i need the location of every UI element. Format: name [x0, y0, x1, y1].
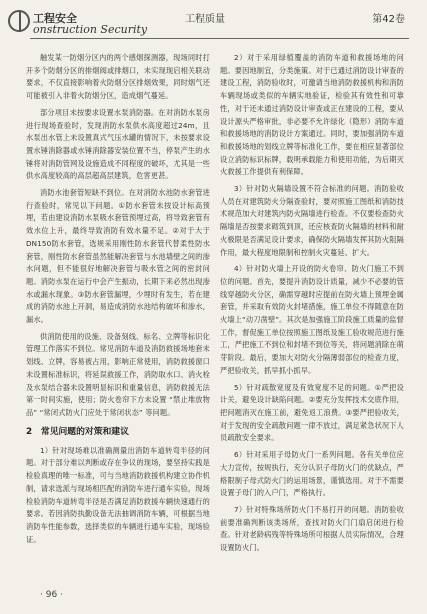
journal-name-en: onstruction Security [33, 23, 148, 36]
section-name: 工程质量 [185, 14, 225, 25]
section-heading: 2 常见问题的对策和建议 [26, 426, 129, 437]
page-number: · 96 · [40, 590, 63, 600]
header-rule [30, 38, 409, 39]
paragraph: 2）对于采用绿植覆盖的消防车道和救援场地的问题。要因地制宜，分类施策。对于已通过消防设计审查的建设工程，消防验收时，可邀请当地消防救援机构和消防车辆现场或类似的车辆实地验证，检验其有效性和可靠性，对于还未通过消防设计审查或正在建设的工程，要从设计源头严格审批，非必要不允许绿化（隐形）消防车道和救援场地的消防设计方案通过。同时，要加强消防车道和救援场地的划线立牌等标准化工作，要在相应显著部位设立消防标识标牌，载明承载能力和使用功能，为后期灭火救援工作提供有利保障。 [220, 53, 404, 177]
paragraph: 5）针对疏散宽度及有效宽度不足的问题。①严把设计关，避免设计缺陷问题。②要充分发挥技术交底作用，把问题消灭在施工前，避免返工浪费。③要严把验收关，对于发现的安全疏散问题一律不放过，满足紧急状况下人员疏散安全要求。 [220, 382, 404, 443]
paragraph: 6）针对采用子母防火门一系列问题。各有关单位应大力宣传，按规执行，充分认识子母防火门的优缺点，严格限制子母式防火门的运用场景，谨慎选用。对于不需要设置子母门的入户门，严格执行。 [220, 450, 404, 498]
paragraph: 1）针对现场难以准确测量出消防车道转弯半径的问题。对于部分难以判断或存在争议的现场，要坚持实践是检验真理的唯一标准，可与当地消防救援机构建立协作机制，请求选派与现场相匹配的消防车进行通车实验，现场检验消防车道转弯半径是否满足消防救援车辆快速通行的要求。若因消防执勤设备无法抽调消防车辆，可根据当地消防车性能参数，选择类似的车辆进行通车实验，现场验证。 [26, 445, 210, 544]
journal-logo-icon [8, 10, 30, 32]
paragraph: 触发某一防烟分区内的两个感烟探测器，现场同时打开多个防烟分区的排烟阀或排烟口，未实现现启相关联动要求，不仅直接影响着火防烟分区排烟效果，同时烟气还可能被引入非着火防烟分区，造成烟气蔓延。 [26, 53, 210, 101]
paragraph: 消防水池套管短缺不到位。在对消防水池防水套管进行查验时，常见以下问题。①防水套管未按设计标高预埋，若由建设消防水泵吸水套管预埋过高，将导致套管有效水位上升，最终导致消防有效水量不足。②对于大于DN150防水套管，选规采用刚性防水套管代替柔性防水套管，刚性防水套管虽然能解决套管与水池墙壁之间的渗水问题，但不能很好地解决套管与吸水管之间的密封问题。消防水泵在运行中会产生振动，长期下来必然出现渗水或漏水现象。③防水套管漏埋，少埋时有发生，若在建成的消防水池上开洞，易造成消防水池结构破坏和渗水，漏水。 [26, 188, 210, 325]
paragraph: 部分项目未按要求设置水泵消防器。在对消防水泵房进行现场查验时，发现消防水泵供水高度超过24m，且水泵出水管上未设置真式气压水罐的情况下，未按要求设置水锤消除器或水锤消除器安装位置不当，停泵产生的水锤将对消防管网及设施造成不同程度的破坏，尤其是一些供水高度较高的高层超高层建筑，危害更甚。 [26, 107, 210, 181]
right-column [220, 52, 404, 559]
journal-name-cn: 工程安全 [33, 12, 77, 25]
journal-logo [8, 8, 158, 38]
left-column [26, 52, 210, 550]
paragraph: 3）针对防火隔墙设置不符合标准的问题。消防验收人员在对建筑防火分隔查验时，要对照施工图纸和消防技术规范加大对建筑内防火隔墙进行检查。不仅要检查防火隔墙是否按要求砌筑到顶，还应核查防火隔墙的材料和耐火极限是否满足设计要求，确保防火隔墙发挥其防火阻隔作用，最大程度地限制和控制火灾蔓延、扩大。 [220, 184, 404, 257]
paragraph: 供消防使用的设施、设备刻线、标名、立牌等标识化管理工作落实不到位。常见消防车道及消防救援场地套未划线、立牌，容易被占用，影响正常使用，消防救援窗口未设置标准标识，将延误救援工作，消防取水口、消火栓及水泵结合器未设置明显标识和重量信息，消防救援无法第一时间实施，使用；防火卷帘下方未设置 “禁止堆放物品” “常闭式防火门应处于常闭状态” 等问题。 [26, 331, 210, 417]
paragraph: 4）针对防火墙上开设的防火卷帘、防火门施工不到位的问题。首先，要提升消防设计质量，减少不必要的管线穿越防火分区，确需穿越时应提前在防火墙上预埋金属套管，并采取有效防火封堵措施，施工单位不得随意在防火墙上“动刀凿壁”。其次是加强施工阶段施工质量的监督工作，督促施工单位按照施工图纸及施工验收规范进行施工，严把施工不到位和封堵不到位等关，将问题消除在萌芽阶段。最后，要加大对防火分隔薄弱部位的检查力度，严把验收关，抓早抓小抓早。 [220, 264, 404, 375]
volume-number: 第42卷 [372, 14, 405, 25]
page-header [0, 0, 427, 40]
paragraph: 7）针对特殊场所防火门不易打开的问题。消防验收前要准确判断该类场所，查找对防火门门扇启闭进行检查。针对老龄病残等特殊场所可根据人员实际情况，合理设置防火门。 [220, 504, 404, 553]
